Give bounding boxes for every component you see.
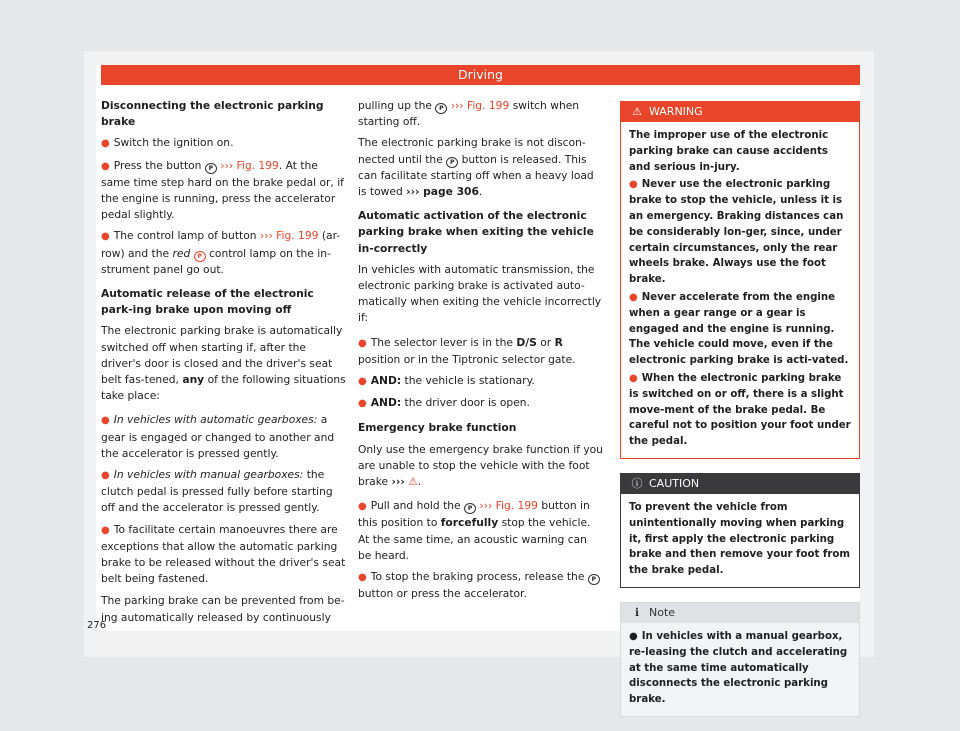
note-header: ℹ Note	[621, 603, 859, 623]
bullet-icon: ●	[101, 160, 110, 172]
figure-link[interactable]: ››› Fig. 199	[220, 158, 279, 172]
list-item: ● AND: the driver door is open.	[358, 396, 530, 410]
warning-triangle-icon: ⚠	[632, 105, 642, 118]
caution-circle-icon: ⓘ	[631, 476, 643, 490]
list-item: ● To stop the braking process, release the P button or press the accelerator.	[358, 569, 603, 602]
page-number: 276	[87, 620, 107, 631]
bullet-icon: ●	[101, 415, 110, 427]
bullet-icon: ●	[629, 372, 638, 384]
note-body: ● In vehicles with a manual gearbox, re-leasing the clutch and accelerating at the same time automatically disconnects the electronic parking brake.	[629, 630, 848, 706]
caution-body: To prevent the vehicle from unintentionally moving when parking it, first apply the electronic parking brake and then remove your foot from the brake pedal.	[629, 501, 850, 577]
bullet-icon: ●	[629, 179, 638, 191]
figure-link[interactable]: ››› Fig. 199	[259, 229, 319, 243]
bullet-icon: ●	[358, 572, 367, 584]
heading-emergency-brake: Emergency brake function	[358, 421, 517, 435]
bullet-icon: ●	[358, 501, 367, 513]
heading-automatic-activation: Automatic activation of the electronic parking brake when exiting the vehicle in-correctly	[358, 209, 594, 255]
parking-brake-icon: P	[464, 503, 476, 514]
parking-brake-icon: P	[205, 163, 217, 174]
paragraph: The parking brake can be prevented from be-ing automatically released by continuously	[101, 594, 345, 624]
bullet-icon: ●	[358, 398, 367, 410]
column-right	[620, 101, 860, 731]
bullet-icon: ●	[629, 630, 638, 642]
parking-brake-icon: P	[435, 103, 447, 114]
heading-disconnecting: Disconnecting the electronic parking brake	[101, 99, 324, 129]
column-left	[101, 98, 346, 631]
caution-box	[620, 473, 860, 588]
list-item: ● Pull and hold the P ››› Fig. 199 button in this position to forcefully stop the vehicle. At the same time, an acoustic warning can be heard.	[358, 499, 591, 562]
paragraph: The electronic parking brake is not discon-nected until the P button is released. This can facilitate starting off when a heavy load is towed ››› page 306.	[358, 136, 594, 199]
figure-link[interactable]: ››› Fig. 199	[479, 499, 538, 513]
bullet-icon: ●	[101, 138, 110, 150]
list-item: ● The selector lever is in the D/S or R position or in the Tiptronic selector gate.	[358, 335, 576, 366]
paragraph: Only use the emergency brake function if you are unable to stop the vehicle with the foot brake ››› ⚠.	[358, 442, 603, 489]
bullet-icon: ●	[101, 470, 110, 482]
paragraph: In vehicles with automatic transmission, the electronic parking brake is activated auto-matically when exiting the vehicle incorrectly if:	[358, 262, 602, 325]
warning-triangle-icon: ⚠	[408, 475, 418, 489]
bullet-icon: ●	[101, 231, 110, 243]
list-item: ● Press the button P ››› Fig. 199. At the same time step hard on the brake pedal or, if the engine is running, press the accelerator pedal slightly.	[101, 158, 344, 222]
info-icon: ℹ	[634, 605, 640, 619]
bullet-icon: ●	[101, 524, 110, 536]
list-item: ● To facilitate certain manoeuvres there are exceptions that allow the automatic parking brake to be released without the driver's seat belt being fastened.	[101, 522, 346, 586]
warning-body: The improper use of the electronic parking brake can cause accidents and serious in-jury. ● Never use the electronic parking brake to stop the vehicle, unless it is an emergency. Braking distances can be considerably lon-ger, since, under certain circumstances, only the rear wheels brake. Always use the foot brake. ● Never accelerate from the engine when a gear range or a gear is engaged and the engine is running. The vehicle could move, even if the electronic parking brake is acti-vated. ● When the electronic parking brake is switched on or off, there is a slight move-ment of the brake pedal. Be careful not to position your foot under the pedal.	[629, 130, 851, 448]
page-link[interactable]: ››› page 306	[406, 185, 479, 199]
paragraph: pulling up the P ››› Fig. 199 switch when starting off.	[358, 99, 580, 129]
bullet-icon: ●	[629, 291, 638, 303]
heading-automatic-release: Automatic release of the electronic park-ing brake upon moving off	[101, 287, 314, 317]
paragraph: The electronic parking brake is automatically switched off when starting if, after the driver's door is closed and the driver's seat belt fas-tened, any of the following situations take place:	[101, 324, 346, 403]
parking-brake-icon: P	[588, 574, 600, 585]
list-item: ● In vehicles with manual gearboxes: the clutch pedal is pressed fully before starting off and the accelerator is pressed gently.	[101, 468, 333, 515]
list-item: ● In vehicles with automatic gearboxes: a gear is engaged or changed to another and the accelerator is pressed gently.	[101, 413, 335, 460]
warning-box	[620, 101, 860, 459]
bullet-icon: ●	[358, 337, 367, 349]
parking-brake-icon: P	[446, 157, 458, 168]
list-item: ● AND: the vehicle is stationary.	[358, 374, 535, 388]
section-header: Driving	[101, 65, 860, 85]
note-box	[620, 602, 860, 717]
warning-header: ⚠ WARNING	[621, 102, 859, 122]
column-middle	[358, 98, 603, 607]
caution-header: ⓘ CAUTION	[621, 474, 859, 494]
list-item: ● The control lamp of button ››› Fig. 199 (ar-row) and the red P control lamp on the in-strument panel go out.	[101, 229, 341, 276]
bullet-icon: ●	[358, 376, 367, 388]
figure-link[interactable]: ››› Fig. 199	[450, 99, 510, 112]
list-item: ● Switch the ignition on.	[101, 136, 234, 150]
parking-brake-icon: P	[194, 251, 206, 262]
